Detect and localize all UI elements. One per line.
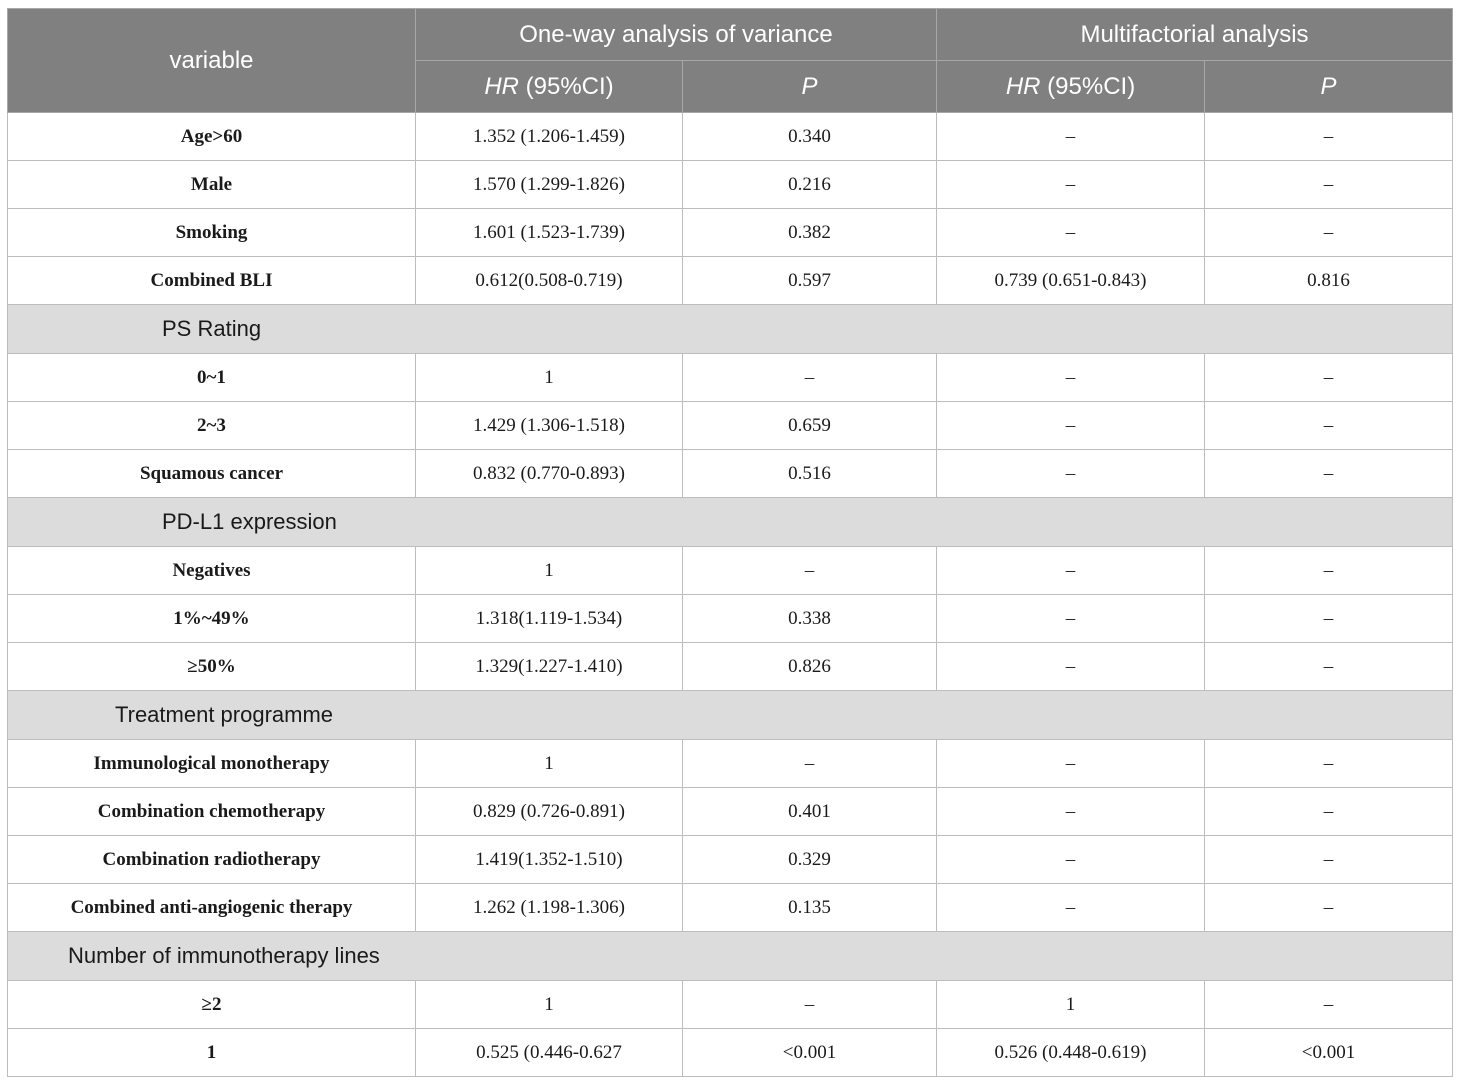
table-row (8, 161, 1453, 209)
section-cell (8, 498, 1453, 547)
section-row (8, 932, 1453, 981)
row-label: 1%~49% (8, 595, 416, 643)
table-row (8, 450, 1453, 498)
row-label: Smoking (8, 209, 416, 257)
p-value-multivariate: – (1205, 836, 1453, 884)
section-row (8, 305, 1453, 354)
header-multifactorial: Multifactorial analysis (937, 9, 1453, 61)
table-row (8, 113, 1453, 161)
p-value-multivariate: – (1205, 450, 1453, 498)
table-row (8, 643, 1453, 691)
table-row (8, 1029, 1453, 1077)
hr-ci-multivariate: – (937, 595, 1205, 643)
hr-ci-univariate: 1.352 (1.206-1.459) (416, 113, 683, 161)
p-value-univariate: 0.826 (683, 643, 937, 691)
section-cell (8, 691, 1453, 740)
p-value-multivariate: – (1205, 161, 1453, 209)
hr-ci-univariate: 1.570 (1.299-1.826) (416, 161, 683, 209)
hr-ci-multivariate: – (937, 788, 1205, 836)
hr-ci-univariate: 0.832 (0.770-0.893) (416, 450, 683, 498)
p-value-univariate: 0.338 (683, 595, 937, 643)
row-label: Male (8, 161, 416, 209)
hr-ci-univariate: 1.262 (1.198-1.306) (416, 884, 683, 932)
row-label: 2~3 (8, 402, 416, 450)
header-row-groups (8, 9, 1453, 61)
row-label: Combination chemotherapy (8, 788, 416, 836)
p-value-univariate: <0.001 (683, 1029, 937, 1077)
row-label: Combined BLI (8, 257, 416, 305)
p-value-multivariate: – (1205, 884, 1453, 932)
row-label: Squamous cancer (8, 450, 416, 498)
results-table (7, 8, 1453, 1077)
hr-ci-univariate: 1.429 (1.306-1.518) (416, 402, 683, 450)
section-label: PS Rating (162, 316, 262, 341)
header-hr-label: HR (484, 72, 519, 100)
table-row (8, 788, 1453, 836)
hr-ci-univariate: 1.318(1.119-1.534) (416, 595, 683, 643)
hr-ci-univariate: 0.525 (0.446-0.627 (416, 1029, 683, 1077)
p-value-multivariate: – (1205, 788, 1453, 836)
row-label: Combination radiotherapy (8, 836, 416, 884)
p-value-multivariate: – (1205, 595, 1453, 643)
hr-ci-univariate: 1 (416, 740, 683, 788)
table-row (8, 981, 1453, 1029)
p-value-multivariate: – (1205, 354, 1453, 402)
p-value-univariate: 0.516 (683, 450, 937, 498)
p-value-multivariate: – (1205, 402, 1453, 450)
hr-ci-multivariate: 0.739 (0.651-0.843) (937, 257, 1205, 305)
header-hr-ci-2 (937, 61, 1205, 113)
hr-ci-univariate: 1 (416, 547, 683, 595)
hr-ci-univariate: 1 (416, 354, 683, 402)
hr-ci-univariate: 0.829 (0.726-0.891) (416, 788, 683, 836)
hr-ci-multivariate: – (937, 209, 1205, 257)
header-p-label: P (801, 72, 818, 100)
header-p-1 (683, 61, 937, 113)
p-value-univariate: 0.340 (683, 113, 937, 161)
p-value-multivariate: – (1205, 981, 1453, 1029)
row-label: 1 (8, 1029, 416, 1077)
hr-ci-multivariate: – (937, 354, 1205, 402)
hr-ci-multivariate: – (937, 161, 1205, 209)
table-row (8, 402, 1453, 450)
p-value-univariate: 0.382 (683, 209, 937, 257)
row-label: Negatives (8, 547, 416, 595)
p-value-univariate: 0.597 (683, 257, 937, 305)
p-value-univariate: – (683, 354, 937, 402)
p-value-univariate: 0.329 (683, 836, 937, 884)
p-value-univariate: – (683, 740, 937, 788)
hr-ci-multivariate: – (937, 643, 1205, 691)
header-hr-label: HR (1005, 72, 1041, 100)
hr-ci-multivariate: 1 (937, 981, 1205, 1029)
p-value-univariate: – (683, 981, 937, 1029)
header-hr-ci-1 (416, 61, 683, 113)
hr-ci-multivariate: – (937, 113, 1205, 161)
table-row (8, 547, 1453, 595)
table-row (8, 884, 1453, 932)
header-p-label: P (1320, 72, 1337, 100)
p-value-multivariate: – (1205, 740, 1453, 788)
header-ci-label: (95%CI) (518, 72, 614, 100)
table-header (8, 9, 1453, 113)
hr-ci-multivariate: – (937, 836, 1205, 884)
row-label: Age>60 (8, 113, 416, 161)
table-row (8, 354, 1453, 402)
section-label: Treatment programme (115, 702, 334, 727)
header-p-2 (1205, 61, 1453, 113)
hr-ci-multivariate: – (937, 402, 1205, 450)
hr-ci-multivariate: – (937, 450, 1205, 498)
section-cell (8, 305, 1453, 354)
hr-ci-univariate: 1.601 (1.523-1.739) (416, 209, 683, 257)
p-value-univariate: 0.135 (683, 884, 937, 932)
section-row (8, 691, 1453, 740)
p-value-multivariate: – (1205, 643, 1453, 691)
table-row (8, 836, 1453, 884)
header-ci-label: (95%CI) (1040, 72, 1136, 100)
p-value-univariate: 0.659 (683, 402, 937, 450)
section-label: Number of immunotherapy lines (68, 943, 380, 968)
table-row (8, 740, 1453, 788)
p-value-multivariate: – (1205, 547, 1453, 595)
hr-ci-univariate: 1.419(1.352-1.510) (416, 836, 683, 884)
header-variable: variable (8, 9, 416, 113)
p-value-multivariate: 0.816 (1205, 257, 1453, 305)
p-value-multivariate: <0.001 (1205, 1029, 1453, 1077)
section-label: PD-L1 expression (162, 509, 337, 534)
row-label: Immunological monotherapy (8, 740, 416, 788)
hr-ci-multivariate: – (937, 884, 1205, 932)
row-label: 0~1 (8, 354, 416, 402)
header-one-way-anova: One-way analysis of variance (416, 9, 937, 61)
table-body (8, 113, 1453, 1077)
hr-ci-univariate: 1.329(1.227-1.410) (416, 643, 683, 691)
hr-ci-univariate: 1 (416, 981, 683, 1029)
hr-ci-multivariate: 0.526 (0.448-0.619) (937, 1029, 1205, 1077)
row-label: Combined anti-angiogenic therapy (8, 884, 416, 932)
hr-ci-multivariate: – (937, 740, 1205, 788)
hr-ci-univariate: 0.612(0.508-0.719) (416, 257, 683, 305)
p-value-univariate: 0.401 (683, 788, 937, 836)
hr-ci-multivariate: – (937, 547, 1205, 595)
table-row (8, 209, 1453, 257)
section-row (8, 498, 1453, 547)
table-row (8, 257, 1453, 305)
p-value-univariate: – (683, 547, 937, 595)
p-value-univariate: 0.216 (683, 161, 937, 209)
p-value-multivariate: – (1205, 113, 1453, 161)
row-label: ≥50% (8, 643, 416, 691)
row-label: ≥2 (8, 981, 416, 1029)
p-value-multivariate: – (1205, 209, 1453, 257)
table-row (8, 595, 1453, 643)
section-cell (8, 932, 1453, 981)
